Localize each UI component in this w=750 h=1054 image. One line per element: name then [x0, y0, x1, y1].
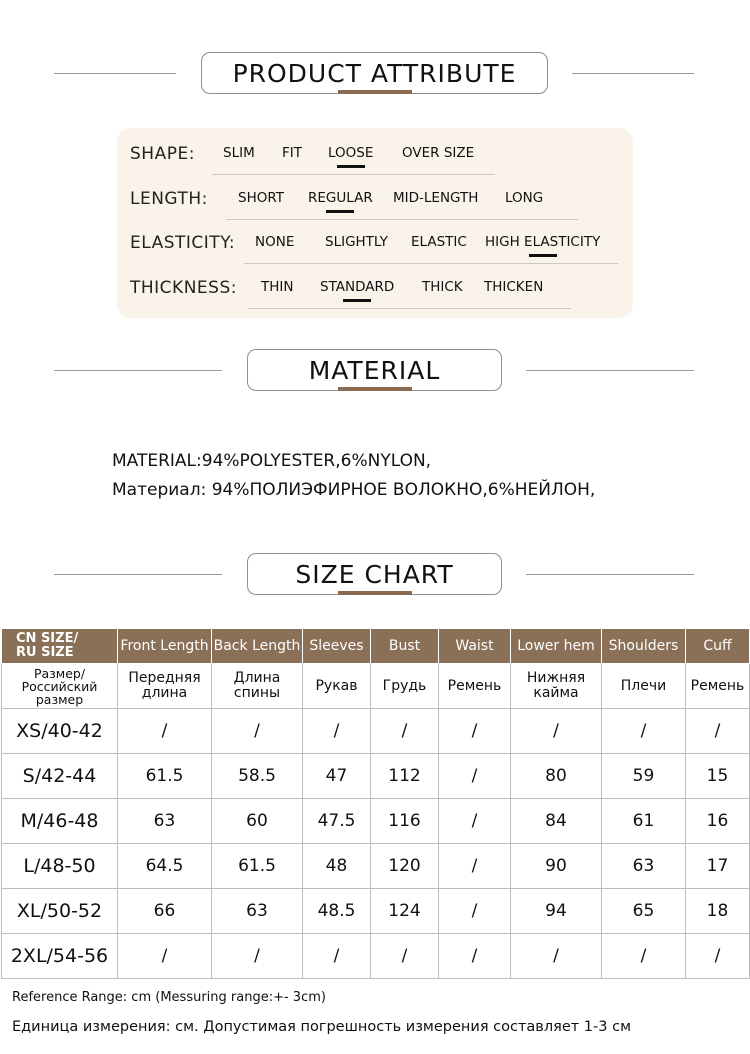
attr-row-thickness: [117, 274, 633, 304]
table-cell: /: [439, 709, 511, 754]
title-accent-bar: [338, 387, 412, 391]
attr-option: SHORT: [238, 190, 284, 206]
size-label-cell: M/46-48: [2, 799, 118, 844]
table-cell: 61.5: [212, 844, 303, 889]
table-cell: /: [439, 889, 511, 934]
table-cell: /: [303, 709, 371, 754]
table-cell: /: [439, 754, 511, 799]
attr-row-length: [117, 185, 633, 215]
attr-option: ELASTIC: [411, 234, 467, 250]
reference-range-en: Reference Range: cm (Messuring range:+- 3cm): [12, 990, 326, 1005]
table-cell: 47.5: [303, 799, 371, 844]
table-cell: /: [118, 709, 212, 754]
size-table-body: [2, 709, 750, 979]
table-row: [2, 844, 750, 889]
size-chart-title: SIZE CHART: [247, 553, 502, 595]
header-cell: CN SIZE/ RU SIZE: [2, 629, 118, 664]
header-cell: Ремень: [686, 664, 750, 709]
divider-right: [572, 73, 694, 74]
table-cell: /: [602, 709, 686, 754]
header-cell: Cuff: [686, 629, 750, 664]
table-cell: /: [212, 709, 303, 754]
table-cell: 64.5: [118, 844, 212, 889]
table-cell: 120: [371, 844, 439, 889]
table-cell: /: [371, 709, 439, 754]
header-cell: Грудь: [371, 664, 439, 709]
attr-rule: [244, 263, 618, 264]
header-cell: Sleeves: [303, 629, 371, 664]
size-label-cell: XL/50-52: [2, 889, 118, 934]
attr-option: THICKEN: [484, 279, 544, 295]
title-accent-bar: [338, 90, 412, 94]
table-cell: 66: [118, 889, 212, 934]
table-cell: /: [602, 934, 686, 979]
table-header-row-en: [2, 629, 750, 664]
table-cell: 15: [686, 754, 750, 799]
table-cell: /: [511, 934, 602, 979]
attr-label: LENGTH:: [130, 189, 208, 209]
attr-rule: [226, 219, 578, 220]
reference-range-ru: Единица измерения: см. Допустимая погрешность измерения составляет 1-3 см: [12, 1019, 632, 1035]
size-label-cell: S/42-44: [2, 754, 118, 799]
header-cell: Shoulders: [602, 629, 686, 664]
table-cell: /: [686, 709, 750, 754]
material-text-en: MATERIAL:94%POLYESTER,6%NYLON,: [112, 451, 432, 471]
attr-option: NONE: [255, 234, 295, 250]
size-chart-header: [0, 553, 750, 599]
attr-option: THICK: [422, 279, 463, 295]
attr-label: SHAPE:: [130, 144, 195, 164]
table-cell: /: [439, 844, 511, 889]
header-cell: Ремень: [439, 664, 511, 709]
table-row: [2, 754, 750, 799]
divider-left: [54, 73, 176, 74]
attr-option-selected: HIGH ELASTICITY: [485, 234, 601, 250]
table-cell: 58.5: [212, 754, 303, 799]
attr-row-elasticity: [117, 229, 633, 259]
table-cell: 124: [371, 889, 439, 934]
table-cell: 17: [686, 844, 750, 889]
header-cell: Размер/ Российский размер: [2, 664, 118, 709]
table-cell: /: [439, 799, 511, 844]
title-accent-bar: [338, 591, 412, 595]
size-label-cell: XS/40-42: [2, 709, 118, 754]
attr-option: MID-LENGTH: [393, 190, 479, 206]
attr-option: THIN: [261, 279, 294, 295]
attr-label: ELASTICITY:: [130, 233, 236, 253]
table-cell: 63: [118, 799, 212, 844]
material-text-ru: Материал: 94%ПОЛИЭФИРНОЕ ВОЛОКНО,6%НЕЙЛОН,: [112, 480, 596, 500]
table-cell: 65: [602, 889, 686, 934]
table-cell: 48: [303, 844, 371, 889]
material-title: MATERIAL: [247, 349, 502, 391]
header-cell: Bust: [371, 629, 439, 664]
header-cell: Плечи: [602, 664, 686, 709]
table-cell: 18: [686, 889, 750, 934]
product-attribute-header: [0, 52, 750, 98]
table-row: [2, 934, 750, 979]
header-cell: Рукав: [303, 664, 371, 709]
header-cell: Длина спины: [212, 664, 303, 709]
table-cell: 90: [511, 844, 602, 889]
table-cell: 63: [212, 889, 303, 934]
table-row: [2, 799, 750, 844]
table-cell: 84: [511, 799, 602, 844]
attr-rule: [248, 308, 571, 309]
table-cell: 61: [602, 799, 686, 844]
table-cell: 47: [303, 754, 371, 799]
table-cell: 59: [602, 754, 686, 799]
attribute-panel: [117, 128, 633, 318]
table-cell: /: [371, 934, 439, 979]
table-cell: 94: [511, 889, 602, 934]
size-label-cell: 2XL/54-56: [2, 934, 118, 979]
size-label-cell: L/48-50: [2, 844, 118, 889]
material-header: [0, 349, 750, 395]
table-cell: /: [118, 934, 212, 979]
attr-option: SLIGHTLY: [325, 234, 388, 250]
product-attribute-title: PRODUCT ATTRIBUTE: [201, 52, 548, 94]
size-chart-table: [1, 628, 750, 979]
attr-row-shape: [117, 140, 633, 170]
header-cell: Back Length: [212, 629, 303, 664]
table-cell: 48.5: [303, 889, 371, 934]
attr-option: FIT: [282, 145, 302, 161]
table-cell: /: [686, 934, 750, 979]
table-cell: 60: [212, 799, 303, 844]
attr-option-selected: LOOSE: [328, 145, 374, 161]
table-header-row-ru: [2, 664, 750, 709]
divider-left: [54, 370, 222, 371]
header-cell: Lower hem: [511, 629, 602, 664]
table-row: [2, 709, 750, 754]
divider-right: [526, 574, 694, 575]
attr-option-selected: REGULAR: [308, 190, 373, 206]
header-cell: Front Length: [118, 629, 212, 664]
table-cell: 116: [371, 799, 439, 844]
divider-left: [54, 574, 222, 575]
table-cell: 80: [511, 754, 602, 799]
table-cell: 61.5: [118, 754, 212, 799]
attr-option: SLIM: [223, 145, 255, 161]
attr-option: OVER SIZE: [402, 145, 475, 161]
table-cell: 16: [686, 799, 750, 844]
attr-label: THICKNESS:: [130, 278, 237, 298]
table-row: [2, 889, 750, 934]
table-cell: 112: [371, 754, 439, 799]
table-cell: 63: [602, 844, 686, 889]
divider-right: [526, 370, 694, 371]
header-cell: Нижняя кайма: [511, 664, 602, 709]
table-cell: /: [212, 934, 303, 979]
header-cell: Передняя длина: [118, 664, 212, 709]
attr-option: LONG: [505, 190, 544, 206]
table-cell: /: [303, 934, 371, 979]
table-cell: /: [439, 934, 511, 979]
header-cell: Waist: [439, 629, 511, 664]
attr-option-selected: STANDARD: [320, 279, 395, 295]
table-cell: /: [511, 709, 602, 754]
attr-rule: [212, 174, 495, 175]
